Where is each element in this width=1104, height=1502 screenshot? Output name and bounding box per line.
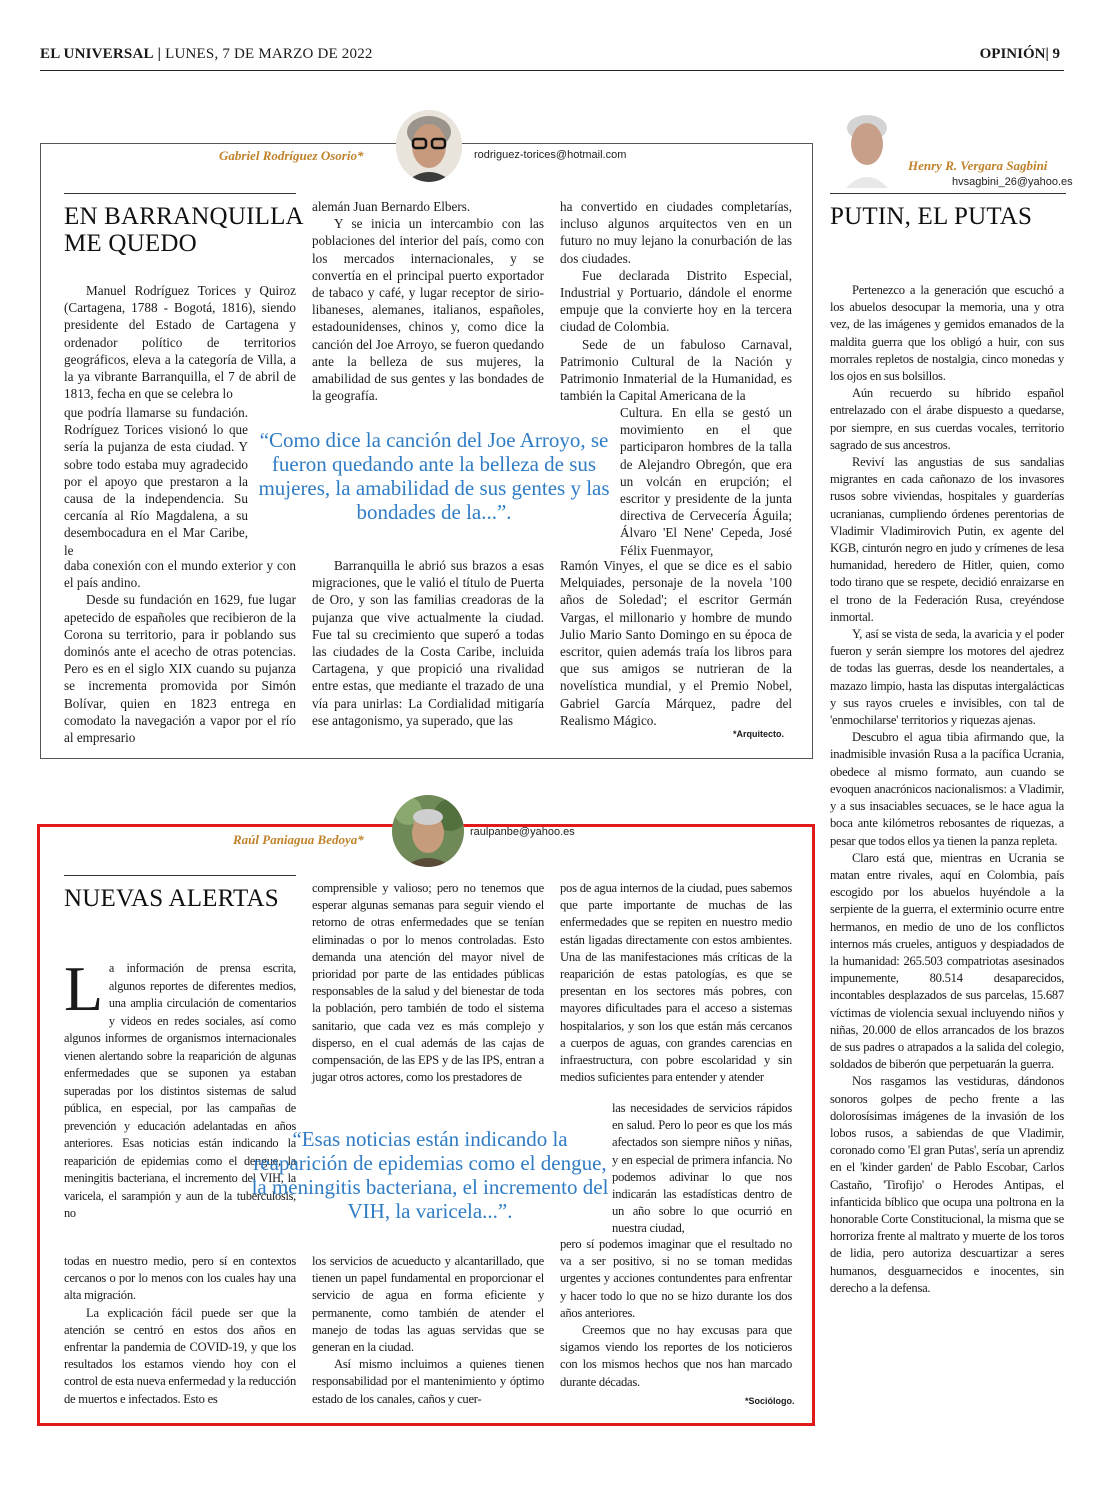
- headline: NUEVAS ALERTAS: [64, 885, 279, 912]
- author-photo: [392, 795, 464, 867]
- headline-rule: [64, 875, 296, 876]
- paragraph: Fue declarada Distrito Especial, Industrial y Portuario, dándole el enorme empuje que la convierte hoy en la tercera ciudad de Colombia.: [560, 267, 792, 335]
- article-column-3: [560, 880, 792, 1086]
- author-portrait-icon: [834, 108, 900, 188]
- paragraph: Creemos que no hay excusas para que sigamos viendo los reportes de los noticieros con los mismos hechos que nos han marcado durante décadas.: [560, 1323, 792, 1389]
- author-name: Henry R. Vergara Sagbini: [908, 158, 1048, 173]
- paragraph: Manuel Rodríguez Torices y Quiroz (Cartagena, 1788 - Bogotá, 1816), siendo presidente del Estado de Cartagena y ordenador político de territorios geográficos, eleva a la categoría de Villa, a la ya vibrante Barranquilla, el 7 de abril de 1813, fecha en que se celebra lo: [64, 283, 296, 402]
- drop-cap: L: [64, 953, 103, 1024]
- pull-quote: “Como dice la canción del Joe Arroyo, se fueron quedando ante la belleza de sus mujeres, la amabilidad de sus gentes y las bondades de la...”.: [258, 428, 610, 524]
- paragraph: La explicación fácil puede ser que la atención se centró en estos dos años en enfrentar la pandemia de COVID-19, y que los resultados los estamos viendo hoy con el control de esta nueva enfermedad y la reducción de muertos e infectados. Esto es: [64, 1305, 296, 1406]
- paragraph: Así mismo incluimos a quienes tienen responsabilidad por el mantenimiento y óptimo estado de los canales, caños y cuer-: [312, 1357, 544, 1406]
- masthead-separator: |: [157, 46, 162, 62]
- paragraph: alemán Juan Bernardo Elbers.: [312, 199, 471, 214]
- paragraph: Y, así se vista de seda, la avaricia y el poder fueron y serán siempre los motores del ajedrez de todas las guerras, desde los neandertales, a mazazo limpio, hasta las disputas intergalácticas y sus rayos crueles e invisibles, con tal de 'enmochilarse' territorios y riquezas ajenas.: [830, 627, 1064, 728]
- paragraph: todas en nuestro medio, pero sí en contextos cercanos o por lo menos con los cuales hay una alta migración.: [64, 1254, 296, 1303]
- article-column-3-wrap: [612, 1100, 792, 1238]
- paragraph: Descubro el agua tibia afirmando que, la inadmisible invasión Rusa a la pacífica Ucrania, obedece al mismo formato, aun cuando se evoquen anacrónicos nacionalismos: a Vladimir, y a sus insaciables secuaces, se le hace agua la boca ante kilómetros rebosantes de riquezas, a pesar que todos ellos ya tienen la panza repleta.: [830, 730, 1064, 848]
- paragraph: Nos rasgamos las vestiduras, dándonos sonoros golpes de pecho frente a las dolorosísimas imágenes de la invasión de los lobos rusos, a sabiendas de que Vladimir, coronado como 'El gran Putas', sería un aprendiz en el 'kinder garden' de Pablo Escobar, Carlos Castaño, 'Tirofijo' o Herodes Antipas, el infanticida bíblico que ocupa una poltrona en la honorable Corte Constitucional, la misma que se horroriza frente al maltrato y muerte de los toros de lidia, pero autoriza descuartizar a seres humanos, desguarnecidos e inocentes, sin derecho a la defensa.: [830, 1074, 1064, 1295]
- headline-rule: [830, 193, 1066, 194]
- author-credential: *Arquitecto.: [733, 729, 785, 739]
- lead-text: a información de prensa escrita, algunos reportes de diferentes medios, una amplia circulación de comentarios y videos en redes sociales, así como algunos informes de organismos internacionales vienen alertando sobre la reaparición de algunas enfermedades que se suponen ya estaban superadas por los distintos sistemas de salud pública, en especial, por las campañas de prevención y educación adelantadas en años anteriores. Esas noticias están indicando la reaparición de epidemias como el dengue, la meningitis bacteriana, el incremento del VIH, la varicela, el sarampión y aun de la tuberculosis, no: [64, 961, 296, 1220]
- article-column-right: [830, 282, 1064, 1297]
- paragraph: Ramón Vinyes, el que se dice es el sabio Melquiades, personaje de la novela '100 años de Soledad'; el escritor Germán Vargas, el millonario y hombre de mundo Julio Mario Santo Domingo en su época de escritor, quien además traía los libros para que sus amigos se nutrieran de la novelística mundial, y el Premio Nobel, Gabriel García Márquez, padre del Realismo Mágico.: [560, 558, 792, 728]
- paragraph: Aún recuerdo su híbrido español entrelazado con el árabe dispuesto a quedarse, por siempre, en sus cuerdas vocales, territorio sagrado de sus ancestros.: [830, 386, 1064, 452]
- masthead: [40, 46, 373, 63]
- author-email: hvsagbini_26@yahoo.es: [952, 176, 1073, 188]
- paragraph: las necesidades de servicios rápidos en salud. Pero lo peor es que los más afectados son siempre niños y niñas, y en especial de primera infancia. No podemos adivinar lo que nos indicarán las estadísticas dentro de un año sobre lo que ocurrió en nuestra ciudad,: [612, 1101, 792, 1236]
- author-name: Gabriel Rodríguez Osorio*: [215, 148, 367, 164]
- paragraph: Reviví las angustias de sus sandalias migrantes en cada cañonazo de los invasores rusos sobre viviendas, hospitales y guarderías ucranianas, cumpliendo órdenes perentorias de Vladimir Vladimirovich Putin, ex agente del KGB, cinturón negro en judo y crímenes de lesa humanidad, heredero de Hitler, quien, como todo tirano que se respete, decidió enraizarse en el trono de la Federación Rusa, creyéndose inmortal.: [830, 455, 1064, 624]
- paragraph: Pertenezco a la generación que escuchó a los abuelos desocupar la memoria, una y otra vez, de las imágenes y gemidos emanados de la maldita guerra que los obligó a huir, con sus morrales repletos de nostalgia, cinco monedas y los ojos en sus bolsillos.: [830, 283, 1064, 384]
- paragraph: los servicios de acueducto y alcantarillado, que tienen un papel fundamental en proporcionar el servicio de agua en forma eficiente y permanente, como también de atender el manejo de todas las aguas servidas que se generan en la ciudad.: [312, 1254, 544, 1355]
- author-name: Raúl Paniagua Bedoya*: [233, 832, 364, 847]
- headline: EN BARRANQUILLA ME QUEDO: [64, 203, 303, 257]
- paragraph: Barranquilla le abrió sus brazos a esas migraciones, que le valió el título de Puerta de Oro, y son las familias creadoras de la pujanza que vive actualmente la ciudad. Fue tal su crecimiento que superó a todas las ciudades de la Costa Caribe, incluida Cartagena, y que propició una rivalidad entre estas, que mediante el trazado de una vía para unirlas: La Cordialidad mitigaría ese antagonismo, ya superado, que las: [312, 558, 544, 728]
- pull-quote: “Esas noticias están indicando la reaparición de epidemias como el dengue, la meningitis bacteriana, el incremento del VIH, la varicela...”.: [251, 1127, 609, 1223]
- article-column-1: [64, 282, 296, 402]
- paragraph: Claro está que, mientras en Ucrania se matan entre rivales, aquí en Colombia, país escogido por los abuelos huyéndole a la serpiente de la guerra, el exterminio ocurre entre hermanos, en medio de uno de los conflictos internos más crueles, antiguos y despiadados de la humanidad: 265.503 compatriotas asesinados impunemente, 80.514 desaparecidos, incontables desplazados de sus parcelas, 15.687 víctimas de violencia sexual incluyendo niños y niñas, 20.000 de ellos arrancados de los brazos de sus padres o atrapados a la salida del colegio, soldados de biberón que perpetuarán la guerra.: [830, 850, 1064, 1072]
- article-column-3-bottom: [560, 557, 792, 729]
- author-email: raulpanbe@yahoo.es: [470, 826, 575, 838]
- masthead-rule: [40, 70, 1064, 71]
- paragraph: Y se inicia un intercambio con las poblaciones del interior del país, como con los mercados internacionales, y se convertía en el principal puerto exportador de tabaco y café, y lugar receptor de sirio-libaneses, alemanes, italianos, españoles, estadounidenses, chinos y, como dice la canción del Joe Arroyo, se fueron quedando ante la belleza de sus mujeres, la amabilidad de sus gentes y las bondades de la geografía.: [312, 216, 544, 404]
- article-column-1-wrap: [64, 404, 248, 559]
- author-credential: *Sociólogo.: [745, 1396, 795, 1406]
- paragraph: daba conexión con el mundo exterior y con el país andino.: [64, 558, 296, 591]
- author-portrait-icon: [392, 795, 464, 867]
- headline: PUTIN, EL PUTAS: [830, 203, 1033, 230]
- article-column-3-bottom: [560, 1236, 792, 1391]
- paragraph: Sede de un fabuloso Carnaval, Patrimonio Cultural de la Nación y Patrimonio Inmaterial de la Humanidad, es también la Capital Americana de la: [560, 336, 792, 404]
- article-column-3-wrap: [620, 404, 792, 559]
- article-column-2: [312, 198, 544, 404]
- article-column-2-bottom: [312, 557, 544, 729]
- paragraph: Desde su fundación en 1629, fue lugar apetecido de españoles que recibieron de la Corona su territorio, para ir poblando sus dominós ante el acecho de otras potencias. Pero es en el siglo XIX cuando su pujanza se incrementa promovida por Simón Bolívar, quien en 1823 entrega en comodato la navegación a vapor por el río al empresario: [64, 592, 296, 746]
- author-portrait-icon: [396, 110, 462, 182]
- article-column-2-bottom: [312, 1253, 544, 1408]
- author-email: rodriguez-torices@hotmail.com: [474, 149, 627, 161]
- page-number: 9: [1052, 46, 1060, 62]
- author-photo: [834, 108, 900, 188]
- paragraph: ha convertido en ciudades completarías, incluso algunos arquitectos ven en un futuro no muy lejano la conurbación de las dos ciudades.: [560, 199, 792, 266]
- issue-date: LUNES, 7 DE MARZO DE 2022: [165, 46, 373, 62]
- paragraph: comprensible y valioso; pero no tenemos que esperar algunas semanas para seguir viendo el retorno de otras enfermedades que se tenían eliminadas o por lo menos controladas. Esto demanda una atención del mayor nivel de prioridad por parte de las entidades públicas responsables de la salud y del bienestar de toda la población, pero también de todo el sistema sanitario, que cada vez es más complejo y disperso, en el cual además de las cajas de compensación, de las EPS y de las IPS, entran a jugar otros actores, como los prestadores de: [312, 881, 544, 1085]
- paragraph: pero sí podemos imaginar que el resultado no va a ser positivo, si no se toman medidas urgentes y acciones contundentes para enfrentar y hacer todo lo que no se hizo durante los dos años anteriores.: [560, 1237, 792, 1320]
- section-name: OPINIÓN|: [979, 46, 1049, 62]
- paragraph: que podría llamarse su fundación. Rodríguez Torices visionó lo que sería la pujanza de esta ciudad. Y sobre todo estaba muy agradecido por el apoyo que prestaron a la causa de la independencia. Su cercanía al Río Magdalena, a su desembocadura en el Mar Caribe, le: [64, 405, 248, 558]
- article-column-1-bottom: [64, 1253, 296, 1408]
- headline-rule: [64, 193, 296, 194]
- paper-name: EL UNIVERSAL: [40, 46, 154, 62]
- paragraph: pos de agua internos de la ciudad, pues sabemos que parte importante de muchas de las enfermedades que se repiten en nuestro medio están ligadas directamente con estos ambientes. Una de las manifestaciones más críticas de la reaparición de estas patologías, es que se presentan en los sectores más pobres, con mayores dificultades para el acceso a sistemas hospitalarios, y son los que están más cercanos a cuerpos de aguas, con grandes carencias en infraestructura, con pobre escolaridad y sin medios suficientes para entender y atender: [560, 881, 792, 1085]
- article-column-2: [312, 880, 544, 1086]
- paragraph: Cultura. En ella se gestó un movimiento en el que participaron hombres de la talla de Alejandro Obregón, que era un volcán en erupción; el escritor y presidente de la junta directiva de Cervecería Águila; Álvaro 'El Nene' Cepeda, José Félix Fuenmayor,: [620, 405, 792, 558]
- article-column-1-cont: [64, 557, 296, 746]
- page-number-block: [980, 46, 1060, 63]
- article-column-3: [560, 198, 792, 404]
- author-photo: [396, 110, 462, 182]
